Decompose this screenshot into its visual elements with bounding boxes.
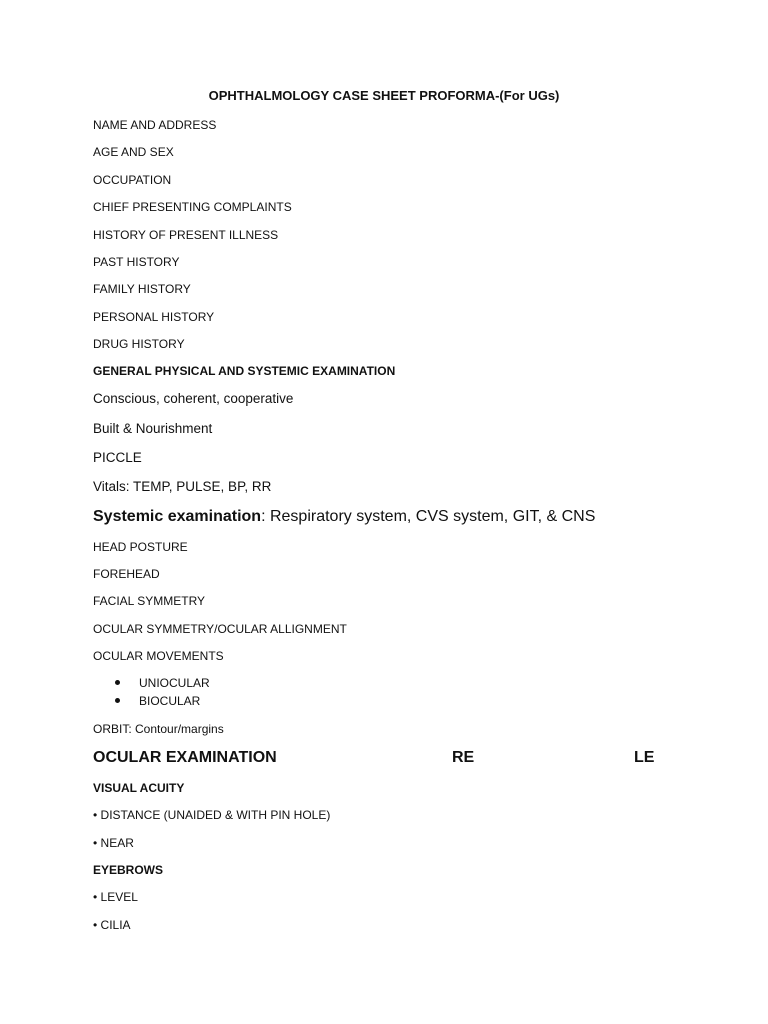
eyebrows-item: • CILIA — [93, 918, 131, 932]
field-past-history: PAST HISTORY — [93, 255, 180, 269]
field-present-illness: HISTORY OF PRESENT ILLNESS — [93, 228, 279, 242]
head-exam-item: HEAD POSTURE — [93, 540, 188, 554]
visual-acuity-item: • DISTANCE (UNAIDED & WITH PIN HOLE) — [93, 808, 331, 822]
ocular-movement-item: BIOCULAR — [139, 694, 201, 708]
subheading-visual-acuity: VISUAL ACUITY — [93, 781, 185, 795]
general-exam-item: Vitals: TEMP, PULSE, BP, RR — [93, 479, 272, 494]
field-chief-complaints: CHIEF PRESENTING COMPLAINTS — [93, 200, 292, 214]
systemic-detail: : Respiratory system, CVS system, GIT, & CNS — [261, 508, 596, 525]
eyebrows-item: • LEVEL — [93, 890, 138, 904]
field-family-history: FAMILY HISTORY — [93, 282, 191, 296]
section-heading-ocular-exam: OCULAR EXAMINATION — [93, 749, 277, 766]
bullet-icon — [115, 698, 120, 703]
head-exam-item: FOREHEAD — [93, 567, 160, 581]
field-occupation: OCCUPATION — [93, 173, 172, 187]
section-heading-general-exam: GENERAL PHYSICAL AND SYSTEMIC EXAMINATION — [93, 364, 396, 378]
head-exam-item: FACIAL SYMMETRY — [93, 594, 206, 608]
bullet-icon — [115, 680, 120, 685]
field-name-address: NAME AND ADDRESS — [93, 118, 217, 132]
field-drug-history: DRUG HISTORY — [93, 337, 185, 351]
field-personal-history: PERSONAL HISTORY — [93, 310, 215, 324]
page-title: OPHTHALMOLOGY CASE SHEET PROFORMA-(For UGs) — [208, 88, 560, 103]
head-exam-item: OCULAR MOVEMENTS — [93, 649, 224, 663]
systemic-examination-line — [93, 507, 595, 526]
general-exam-item: PICCLE — [93, 450, 142, 465]
orbit-line: ORBIT: Contour/margins — [93, 722, 224, 736]
subheading-eyebrows: EYEBROWS — [93, 863, 164, 877]
ocular-exam-header — [93, 748, 693, 767]
general-exam-item: Built & Nourishment — [93, 421, 213, 436]
field-age-sex: AGE AND SEX — [93, 145, 174, 159]
column-le: LE — [634, 749, 655, 766]
systemic-label: Systemic examination — [93, 508, 262, 525]
head-exam-item: OCULAR SYMMETRY/OCULAR ALLIGNMENT — [93, 622, 347, 636]
visual-acuity-item: • NEAR — [93, 836, 134, 850]
ocular-movement-item: UNIOCULAR — [139, 676, 210, 690]
general-exam-item: Conscious, coherent, cooperative — [93, 391, 294, 406]
column-re: RE — [452, 749, 475, 766]
